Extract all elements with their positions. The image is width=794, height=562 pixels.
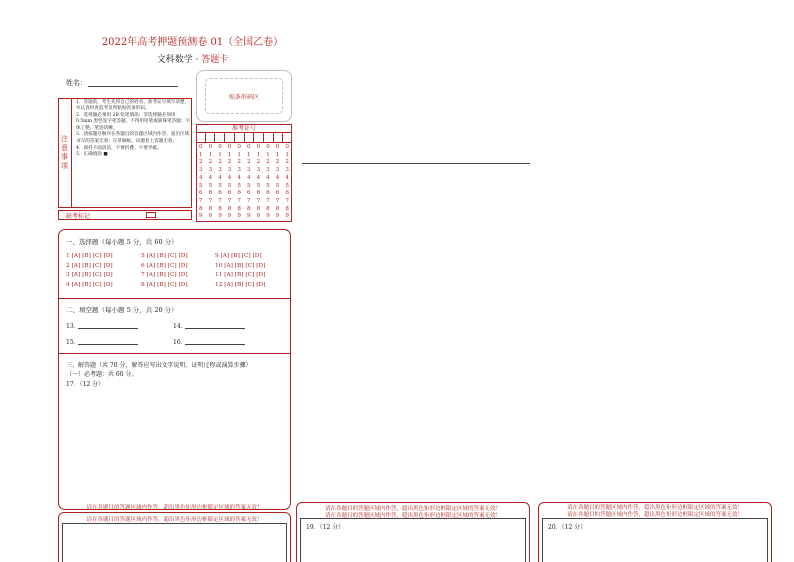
choice-col-3 — [215, 253, 265, 288]
digit-bubble[interactable]: 3 — [266, 167, 270, 174]
digit-bubble[interactable]: 3 — [237, 167, 241, 174]
q13-label: 13． — [66, 323, 80, 330]
choice-item[interactable]: 4 [A] [B] [C] [D] — [66, 281, 113, 288]
digit-bubble[interactable]: 9 — [275, 213, 280, 220]
digit-bubble[interactable]: 2 — [266, 159, 270, 166]
exam-number-blank-cell[interactable] — [245, 133, 255, 142]
q20-label: 20．（12 分） — [548, 524, 587, 531]
digit-bubble[interactable]: 4 — [237, 174, 241, 181]
section3-heading: 三、解答题（共 70 分，解答应写出文字说明、证明过程或演算步骤） — [66, 362, 252, 369]
digit-bubble[interactable]: 5 — [246, 182, 251, 189]
digit-bubble[interactable]: 7 — [208, 197, 213, 204]
digit-bubble[interactable]: 1 — [256, 151, 261, 158]
exam-number-blank-cell[interactable] — [196, 133, 206, 142]
digit-bubble[interactable]: 0 — [285, 144, 289, 150]
choice-col-2 — [141, 253, 188, 288]
q15-label: 15． — [66, 339, 80, 346]
digit-bubble[interactable]: 2 — [199, 159, 203, 166]
digit-bubble[interactable]: 7 — [285, 197, 289, 204]
digit-bubble[interactable]: 6 — [275, 190, 280, 197]
digit-bubble[interactable]: 3 — [208, 167, 213, 174]
digit-bubble[interactable]: 3 — [285, 167, 289, 174]
exam-number-blank-cell[interactable] — [283, 133, 292, 142]
digit-bubble[interactable]: 5 — [199, 182, 203, 189]
digit-bubble[interactable]: 5 — [218, 182, 222, 189]
exam-number-bubbles — [196, 144, 292, 222]
digit-bubble[interactable]: 1 — [237, 151, 241, 158]
choice-item[interactable]: 3 [A] [B] [C] [D] — [66, 272, 113, 278]
digit-bubble[interactable]: 0 — [275, 144, 280, 150]
digit-bubble[interactable]: 8 — [218, 205, 222, 212]
digit-bubble[interactable]: 9 — [246, 213, 251, 220]
digit-bubble[interactable]: 6 — [256, 190, 261, 197]
digit-bubble[interactable]: 3 — [218, 167, 222, 174]
exam-number-blank-cell[interactable] — [264, 133, 274, 142]
q18-answer-area[interactable] — [62, 523, 287, 562]
digit-bubble[interactable]: 2 — [218, 159, 222, 166]
digit-bubble[interactable]: 8 — [246, 205, 251, 212]
digit-bubble[interactable]: 4 — [227, 174, 232, 181]
choice-item[interactable]: 10 [A] [B] [C] [D] — [215, 262, 266, 269]
digit-bubble[interactable]: 5 — [285, 182, 289, 189]
q16-answer-field[interactable] — [185, 344, 245, 345]
digit-bubble[interactable]: 4 — [266, 174, 270, 181]
exam-number-column — [206, 144, 216, 222]
digit-bubble[interactable]: 5 — [266, 182, 270, 189]
digit-bubble[interactable]: 2 — [227, 159, 232, 166]
digit-bubble[interactable]: 6 — [285, 190, 289, 197]
digit-bubble[interactable]: 6 — [208, 190, 213, 197]
digit-bubble[interactable]: 8 — [266, 205, 270, 212]
digit-bubble[interactable]: 1 — [246, 151, 251, 158]
digit-bubble[interactable]: 3 — [256, 167, 261, 174]
digit-bubble[interactable]: 7 — [218, 197, 222, 204]
section1-heading: 一、选择题（每小题 5 分，共 60 分） — [66, 238, 178, 246]
digit-bubble[interactable]: 0 — [227, 144, 232, 150]
digit-bubble[interactable]: 9 — [256, 213, 261, 220]
exam-number-column — [225, 144, 235, 222]
digit-bubble[interactable]: 8 — [256, 205, 261, 212]
digit-bubble[interactable]: 1 — [208, 151, 213, 158]
subtitle-answer-card: 答题卡 — [201, 55, 229, 65]
exam-number-column — [263, 144, 273, 222]
choice-item[interactable]: 5 [A] [B] [C] [D] — [141, 253, 188, 259]
digit-bubble[interactable]: 9 — [199, 213, 203, 220]
digit-bubble[interactable]: 5 — [237, 182, 241, 189]
digit-bubble[interactable]: 2 — [285, 159, 289, 166]
barcode-label: 贴条形码区 — [228, 93, 259, 101]
exam-number-column — [215, 144, 225, 222]
digit-bubble[interactable]: 5 — [256, 182, 261, 189]
digit-bubble[interactable]: 3 — [227, 167, 232, 174]
name-field[interactable] — [88, 86, 178, 87]
digit-bubble[interactable]: 4 — [208, 174, 213, 181]
digit-bubble[interactable]: 9 — [237, 213, 241, 220]
digit-bubble[interactable]: 2 — [275, 159, 280, 166]
q14-label: 14． — [173, 323, 187, 330]
digit-bubble[interactable]: 0 — [237, 144, 241, 150]
digit-bubble[interactable]: 0 — [218, 144, 222, 150]
digit-bubble[interactable]: 7 — [246, 197, 251, 204]
digit-bubble[interactable]: 3 — [275, 167, 280, 174]
notes-side-label: 注意事项 — [58, 98, 72, 208]
exam-number-column — [254, 144, 264, 222]
exam-number-column — [196, 144, 206, 222]
choice-item[interactable]: 2 [A] [B] [C] [D] — [66, 262, 113, 269]
digit-bubble[interactable]: 6 — [266, 190, 270, 197]
warning-text: 请在各题目的答题区域内作答，超出黑色矩形边框限定区域的答案无效！ — [324, 513, 501, 519]
exam-number-blank-cell[interactable] — [206, 133, 216, 142]
digit-bubble[interactable]: 9 — [208, 213, 213, 220]
warning-text: 请在各题目的答题区域内作答，超出黑色矩形边框限定区域的答案无效！ — [566, 505, 743, 511]
digit-bubble[interactable]: 5 — [227, 182, 232, 189]
choice-item[interactable]: 8 [A] [B] [C] [D] — [141, 281, 188, 288]
digit-bubble[interactable]: 1 — [199, 151, 203, 158]
digit-bubble[interactable]: 4 — [246, 174, 251, 181]
warning-text: 请在各题目的答题区域内作答，超出黑色矩形边框限定区域的答案无效！ — [86, 505, 263, 511]
digit-bubble[interactable]: 4 — [199, 174, 203, 181]
digit-bubble[interactable]: 6 — [246, 190, 251, 197]
q13-answer-field[interactable] — [78, 328, 138, 329]
page-subtitle — [60, 52, 325, 65]
digit-bubble[interactable]: 1 — [266, 151, 270, 158]
choice-item[interactable]: 6 [A] [B] [C] [D] — [141, 262, 188, 269]
digit-bubble[interactable]: 0 — [256, 144, 261, 150]
choice-item[interactable]: 1 [A] [B] [C] [D] — [66, 253, 113, 259]
choice-item[interactable]: 7 [A] [B] [C] [D] — [141, 272, 188, 278]
notes-list — [76, 100, 190, 159]
exam-number-blank-cell[interactable] — [274, 133, 284, 142]
digit-bubble[interactable]: 8 — [227, 205, 232, 212]
q15-answer-field[interactable] — [78, 344, 138, 345]
q17-answer-area[interactable] — [62, 390, 287, 505]
note-item: 2．选择题必须用 2B 铅笔填涂；非选择题必须用 0.5mm 黑色签字笔答题，不得用铅笔或圆珠笔答题；字体工整、笔迹清晰。 — [76, 113, 190, 131]
digit-bubble[interactable]: 2 — [256, 159, 261, 166]
warning-text: 请在各题目的答题区域内作答，超出黑色矩形边框限定区域的答案无效！ — [324, 506, 501, 512]
digit-bubble[interactable]: 7 — [227, 197, 232, 204]
exam-number-blank-cell[interactable] — [235, 133, 245, 142]
note-item: 3．请按题号顺序在各题目的答题区域内作答，超出区域书写的答案无效；在草稿纸、试题卷上答题无效。 — [76, 132, 190, 144]
digit-bubble[interactable]: 6 — [227, 190, 232, 197]
note-item: 4．保持卡面清洁，不要折叠、不要弄破。 — [76, 145, 162, 151]
exam-number-column — [244, 144, 254, 222]
digit-bubble[interactable]: 8 — [275, 205, 280, 212]
digit-bubble[interactable]: 4 — [256, 174, 261, 181]
warning-text: 请在各题目的答题区域内作答，超出黑色矩形边框限定区域的答案无效！ — [86, 517, 263, 523]
digit-bubble[interactable]: 7 — [256, 197, 261, 204]
digit-bubble[interactable]: 0 — [266, 144, 270, 150]
digit-bubble[interactable]: 1 — [227, 151, 232, 158]
digit-bubble[interactable]: 7 — [275, 197, 280, 204]
absent-checkbox[interactable] — [146, 212, 156, 218]
digit-bubble[interactable]: 2 — [246, 159, 251, 166]
digit-bubble[interactable]: 7 — [237, 197, 241, 204]
exam-number-blanks — [196, 133, 292, 143]
digit-bubble[interactable]: 9 — [266, 213, 270, 220]
digit-bubble[interactable]: 1 — [218, 151, 222, 158]
digit-bubble[interactable]: 3 — [199, 167, 203, 174]
digit-bubble[interactable]: 9 — [285, 213, 289, 220]
choice-col-1 — [66, 253, 113, 288]
digit-bubble[interactable]: 0 — [199, 144, 203, 150]
digit-bubble[interactable]: 7 — [199, 197, 203, 204]
digit-bubble[interactable]: 7 — [266, 197, 270, 204]
divider-line — [302, 163, 530, 164]
note-item: 1．答题前，考生先将自己的姓名、准考证号填写清楚，并认真检查监考员所粘贴的条形码。 — [76, 100, 190, 112]
page-title: 2022年高考押题预测卷 01（全国乙卷） — [101, 37, 284, 48]
section2-heading: 二、填空题（每小题 5 分，共 20 分） — [66, 306, 178, 314]
digit-bubble[interactable]: 5 — [275, 182, 280, 189]
q16-label: 16． — [173, 339, 187, 346]
choice-item[interactable]: 9 [A] [B] [C] [D] — [215, 253, 262, 259]
exam-number-column — [273, 144, 283, 222]
choice-item[interactable]: 12 [A] [B] [C] [D] — [215, 281, 266, 288]
warning-text: 请在各题目的答题区域内作答，超出黑色矩形边框限定区域的答案无效！ — [566, 512, 743, 518]
exam-number-blank-cell[interactable] — [215, 133, 225, 142]
q19-label: 19．（12 分） — [306, 524, 345, 531]
section-divider — [58, 353, 291, 354]
digit-bubble[interactable]: 8 — [208, 205, 213, 212]
section3-subheading: （一）必考题：共 60 分。 — [66, 371, 138, 378]
digit-bubble[interactable]: 9 — [227, 213, 232, 220]
section-divider — [58, 298, 291, 299]
digit-bubble[interactable]: 2 — [237, 159, 241, 166]
digit-bubble[interactable]: 4 — [275, 174, 280, 181]
digit-bubble[interactable]: 0 — [246, 144, 251, 150]
choice-item[interactable]: 11 [A] [B] [C] [D] — [215, 272, 266, 278]
note-item: 5．正确填涂 ■ — [76, 152, 108, 158]
digit-bubble[interactable]: 4 — [218, 174, 222, 181]
digit-bubble[interactable]: 5 — [208, 182, 213, 189]
subtitle-main: 文科数学 · — [156, 55, 202, 65]
digit-bubble[interactable]: 3 — [246, 167, 251, 174]
digit-bubble[interactable]: 0 — [208, 144, 213, 150]
exam-number-blank-cell[interactable] — [254, 133, 264, 142]
name-label: 姓名： — [66, 79, 87, 87]
digit-bubble[interactable]: 8 — [237, 205, 241, 212]
digit-bubble[interactable]: 4 — [285, 174, 289, 181]
digit-bubble[interactable]: 8 — [199, 205, 203, 212]
digit-bubble[interactable]: 1 — [285, 151, 289, 158]
exam-number-label: 准考证号 — [196, 124, 292, 133]
digit-bubble[interactable]: 8 — [285, 205, 289, 212]
q17-label: 17．（12 分） — [66, 381, 105, 388]
exam-number-column — [282, 144, 292, 222]
exam-number-blank-cell[interactable] — [225, 133, 235, 142]
barcode-area — [205, 78, 283, 114]
digit-bubble[interactable]: 6 — [199, 190, 203, 197]
absent-label: 缺考标记 — [66, 213, 91, 220]
digit-bubble[interactable]: 6 — [237, 190, 241, 197]
digit-bubble[interactable]: 9 — [218, 213, 222, 220]
digit-bubble[interactable]: 6 — [218, 190, 222, 197]
digit-bubble[interactable]: 2 — [208, 159, 213, 166]
q14-answer-field[interactable] — [185, 328, 245, 329]
exam-number-column — [234, 144, 244, 222]
digit-bubble[interactable]: 1 — [275, 151, 280, 158]
